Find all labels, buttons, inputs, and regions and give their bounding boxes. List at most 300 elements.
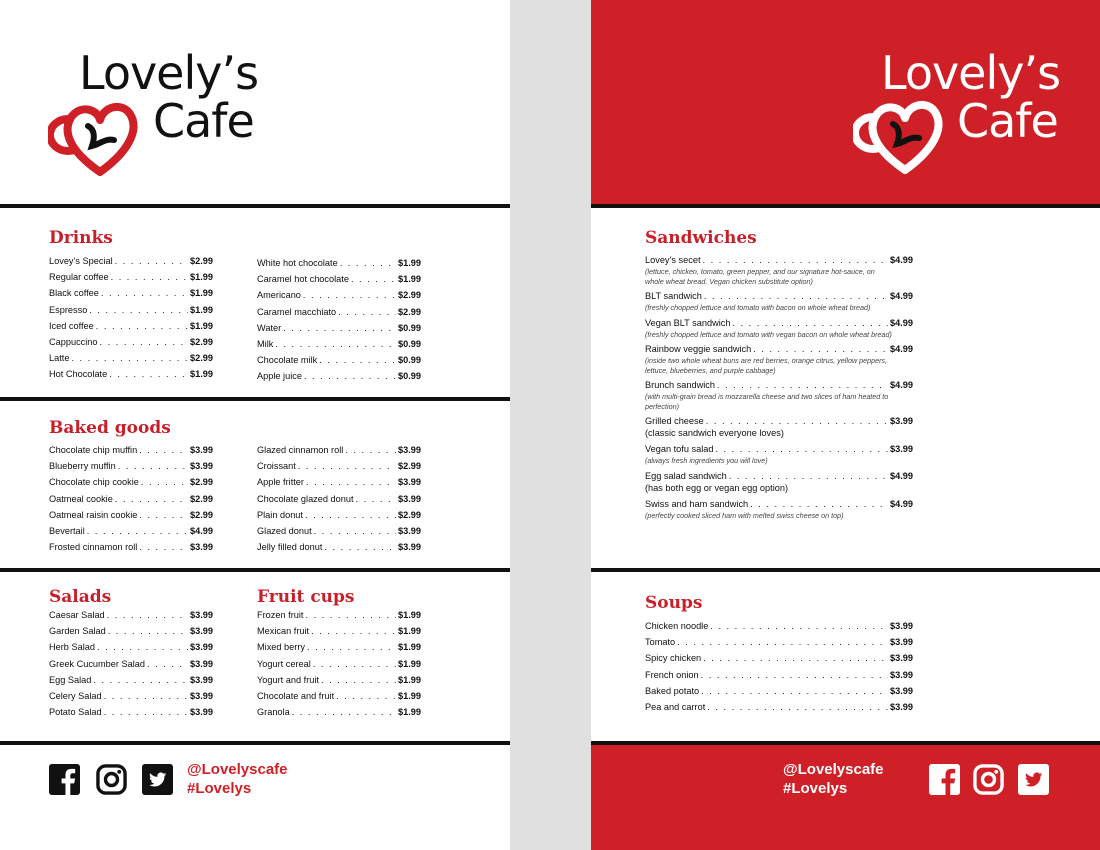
menu-item [257, 672, 421, 688]
salads-list [49, 607, 213, 720]
menu-item-name: Egg salad sandwich [645, 470, 727, 481]
menu-item [257, 623, 421, 639]
menu-item-name: Brunch sandwich [645, 380, 715, 390]
menu-item-row [645, 683, 913, 699]
menu-item-row [49, 607, 213, 623]
menu-item-name: Lovey’s Special [49, 256, 113, 266]
divider [591, 568, 1100, 572]
divider [0, 204, 510, 208]
dot-leader [292, 704, 396, 720]
menu-item-price: $2.99 [190, 493, 213, 504]
logo-band [591, 0, 1100, 205]
menu-item-name: Regular coffee [49, 272, 109, 283]
dot-leader [340, 255, 396, 271]
menu-item-row [49, 302, 213, 318]
menu-item-description: (perfectly cooked sliced ham with melted swiss cheese on top) [645, 510, 844, 520]
divider [0, 741, 510, 745]
menu-item-row [49, 639, 213, 655]
menu-item-price: $4.99 [890, 291, 913, 301]
soups-list [645, 618, 913, 715]
menu-item-row [49, 318, 213, 334]
menu-item-name: Apple juice [257, 371, 302, 382]
menu-item [49, 474, 213, 490]
menu-item [257, 271, 421, 287]
menu-item-row [49, 491, 213, 507]
brand-name-line1: Lovely’s [79, 46, 259, 100]
menu-item-price: $4.99 [890, 344, 913, 354]
dot-leader [303, 287, 396, 303]
dot-leader [313, 656, 396, 672]
menu-item [257, 368, 421, 384]
dot-leader [356, 491, 396, 507]
menu-item [257, 539, 421, 555]
brand-name-line2: Cafe [153, 94, 254, 148]
menu-item-name: Chocolate chip muffin [49, 445, 138, 455]
menu-item-name: Chicken noodle [645, 621, 709, 631]
menu-item-name: Oatmeal raisin cookie [49, 509, 138, 520]
menu-item-row [257, 368, 421, 384]
menu-item-row [645, 650, 913, 666]
menu-item-row [645, 470, 913, 483]
dot-leader [104, 704, 188, 720]
menu-item-row [257, 672, 421, 688]
menu-item-name: Plain donut [257, 509, 303, 520]
menu-item-price: $3.99 [190, 642, 213, 653]
menu-item-description: (has both egg or vegan egg option) [645, 482, 789, 493]
twitter-icon[interactable] [1018, 764, 1049, 795]
menu-item [645, 415, 913, 439]
menu-item-name: Chocolate chip cookie [49, 477, 139, 488]
menu-item-name: Mixed berry [257, 642, 305, 653]
menu-item-name: Chocolate glazed donut [257, 493, 354, 504]
dot-leader [710, 618, 888, 634]
instagram-icon[interactable] [973, 764, 1004, 795]
menu-item-row [49, 623, 213, 639]
menu-item [645, 254, 913, 286]
menu-item [49, 672, 213, 688]
dot-leader [732, 317, 888, 330]
menu-item-row [49, 688, 213, 704]
menu-item-row [645, 618, 913, 634]
menu-item-name: Espresso [49, 304, 88, 315]
menu-item [645, 699, 913, 715]
menu-item-price: $3.99 [398, 526, 421, 537]
twitter-icon[interactable] [142, 764, 173, 795]
dot-leader [139, 507, 188, 523]
menu-item [645, 470, 913, 494]
menu-item-description: (freshly chopped lettuce and tomato with vegan bacon on whole wheat bread) [645, 329, 892, 339]
menu-item [257, 304, 421, 320]
menu-item-name: Caesar Salad [49, 610, 105, 620]
menu-item [49, 302, 213, 318]
dot-leader [336, 688, 396, 704]
menu-item [49, 639, 213, 655]
dot-leader [305, 607, 396, 623]
menu-item-row [645, 699, 913, 715]
facebook-icon[interactable] [49, 764, 80, 795]
menu-item-row [257, 491, 421, 507]
divider [591, 204, 1100, 208]
menu-item-price: $3.99 [398, 477, 421, 488]
menu-item-price: $2.99 [190, 353, 213, 364]
social-handle [187, 760, 288, 798]
facebook-icon[interactable] [929, 764, 960, 795]
menu-item-name: Jelly filled donut [257, 542, 323, 553]
dot-leader [703, 650, 888, 666]
menu-item-row [257, 287, 421, 303]
menu-item-row [49, 704, 213, 720]
menu-item-price: $3.99 [890, 637, 913, 648]
menu-item-price: $1.99 [190, 288, 213, 299]
menu-item [257, 639, 421, 655]
dot-leader [87, 523, 188, 539]
dot-leader [108, 623, 188, 639]
menu-item-row [49, 350, 213, 366]
menu-item-price: $1.99 [398, 691, 421, 702]
menu-item-name: Cappuccino [49, 337, 98, 348]
menu-item [257, 352, 421, 368]
menu-item-name: Yogurt cereal [257, 658, 311, 669]
baked-column-1 [49, 442, 213, 555]
menu-item-price: $1.99 [398, 274, 421, 285]
dot-leader [109, 366, 188, 382]
dot-leader [96, 318, 188, 334]
menu-item-row [645, 415, 913, 428]
menu-item [49, 539, 213, 555]
menu-item [49, 318, 213, 334]
dot-leader [324, 539, 396, 555]
menu-item-price: $4.99 [190, 526, 213, 537]
dot-leader [101, 285, 188, 301]
menu-item [49, 458, 213, 474]
menu-item-price: $2.99 [190, 477, 213, 488]
dot-leader [100, 334, 188, 350]
brand-name-line2: Cafe [957, 94, 1058, 148]
menu-item-row [49, 334, 213, 350]
menu-item [257, 255, 421, 271]
menu-item-name: Caramel macchiato [257, 306, 337, 317]
menu-item-price: $4.99 [890, 380, 913, 390]
menu-item-price: $3.99 [190, 691, 213, 702]
menu-item-name: Swiss and ham sandwich [645, 498, 749, 509]
menu-item [257, 442, 421, 458]
menu-item-price: $1.99 [398, 610, 421, 620]
menu-item [257, 491, 421, 507]
social-handle [783, 760, 884, 798]
menu-item [49, 269, 213, 285]
menu-item-row [257, 607, 421, 623]
menu-item [49, 507, 213, 523]
menu-item [49, 491, 213, 507]
menu-item-row [645, 379, 913, 392]
menu-item-price: $1.99 [398, 658, 421, 669]
menu-item-name: Celery Salad [49, 691, 102, 702]
heart-cup-logo-icon [48, 100, 144, 178]
social-handle-text[interactable]: @Lovelyscafe [783, 761, 884, 778]
menu-item-price: $3.99 [890, 416, 913, 426]
menu-item [49, 253, 213, 269]
menu-item-row [257, 704, 421, 720]
menu-item-price: $3.99 [398, 445, 421, 455]
menu-item-row [645, 443, 913, 456]
menu-item [257, 287, 421, 303]
menu-item [49, 442, 213, 458]
fruit-cups-list [257, 607, 421, 720]
menu-item-price: $0.99 [398, 322, 421, 333]
menu-item-price: $3.99 [190, 461, 213, 472]
menu-item-description: (freshly chopped lettuce and tomato with bacon on whole wheat bread) [645, 303, 871, 312]
divider [0, 397, 510, 401]
menu-item [645, 290, 913, 313]
menu-item-row [645, 254, 913, 267]
menu-item [645, 379, 913, 411]
menu-item-name: Glazed donut [257, 526, 312, 537]
menu-item-price: $2.99 [398, 290, 421, 301]
menu-item-name: Grilled cheese [645, 416, 704, 426]
menu-item-price: $3.99 [890, 653, 913, 664]
menu-item-price: $1.99 [398, 674, 421, 685]
menu-item [49, 688, 213, 704]
menu-item-price: $3.99 [890, 444, 913, 454]
dot-leader [115, 491, 188, 507]
dot-leader [717, 379, 888, 392]
dot-leader [93, 672, 188, 688]
menu-item-name: Baked potato [645, 685, 700, 696]
menu-item [257, 704, 421, 720]
menu-item-name: Glazed cinnamon roll [257, 445, 344, 455]
dot-leader [104, 688, 188, 704]
dot-leader [306, 474, 396, 490]
menu-item [257, 458, 421, 474]
social-handle-text[interactable]: @Lovelyscafe [187, 761, 288, 778]
logo-band [0, 0, 510, 205]
menu-item-name: Lovey’s secet [645, 255, 701, 265]
menu-item-price: $3.99 [190, 674, 213, 685]
menu-item-price: $1.99 [190, 304, 213, 315]
dot-leader [351, 271, 396, 287]
dot-leader [275, 336, 396, 352]
menu-item-price: $4.99 [890, 498, 913, 509]
menu-item-name: Americano [257, 290, 301, 301]
dot-leader [141, 474, 188, 490]
menu-item [49, 607, 213, 623]
sandwiches-list [645, 254, 913, 524]
menu-item-name: Egg Salad [49, 674, 92, 685]
menu-item [645, 667, 913, 683]
dot-leader [319, 352, 396, 368]
menu-item-price: $3.99 [190, 707, 213, 718]
menu-item-name: Vegan BLT sandwich [645, 317, 731, 328]
menu-item-price: $3.99 [190, 658, 213, 669]
menu-item-row [49, 672, 213, 688]
menu-item-name: Milk [257, 339, 274, 350]
dot-leader [139, 539, 188, 555]
dot-leader [753, 343, 888, 356]
menu-item-description: (inside two whole wheat buns are red berries, orange citrus, yellow peppers, lettuce, blueberries, and purple cabbage) [645, 356, 888, 375]
baked-column-2 [257, 442, 421, 555]
menu-item [49, 523, 213, 539]
dot-leader [139, 442, 188, 458]
dot-leader [701, 667, 888, 683]
menu-item-name: Frozen fruit [257, 610, 304, 620]
menu-item-row [257, 623, 421, 639]
menu-item-price: $2.99 [190, 256, 213, 266]
menu-item-price: $2.99 [190, 509, 213, 520]
menu-item-name: Oatmeal cookie [49, 493, 113, 504]
menu-item-name: Caramel hot chocolate [257, 274, 349, 285]
social-hashtag-text[interactable]: #Lovelys [187, 780, 252, 797]
menu-item-price: $1.99 [190, 369, 213, 380]
menu-item-row [257, 352, 421, 368]
menu-item [257, 474, 421, 490]
menu-item-name: Potato Salad [49, 707, 102, 718]
menu-item-name: Chocolate milk [257, 355, 318, 366]
menu-item-name: Iced coffee [49, 320, 94, 331]
drinks-column-1 [49, 253, 213, 383]
menu-item-name: Yogurt and fruit [257, 674, 319, 685]
social-hashtag-text[interactable]: #Lovelys [783, 780, 848, 797]
dot-leader [321, 672, 396, 688]
menu-item-row [257, 523, 421, 539]
dot-leader [704, 290, 888, 303]
dot-leader [338, 304, 396, 320]
menu-item-price: $1.99 [398, 626, 421, 637]
dot-leader [147, 656, 188, 672]
dot-leader [111, 269, 188, 285]
menu-item-price: $4.99 [890, 317, 913, 328]
menu-item [645, 317, 913, 340]
menu-item [257, 607, 421, 623]
instagram-icon[interactable] [96, 764, 127, 795]
menu-item-price: $3.99 [890, 669, 913, 680]
menu-item-row [645, 498, 913, 511]
menu-item [645, 443, 913, 466]
menu-item-price: $1.99 [398, 642, 421, 653]
menu-item-price: $3.99 [890, 685, 913, 696]
menu-item-row [49, 285, 213, 301]
section-title-drinks: Drinks [49, 228, 113, 248]
dot-leader [107, 607, 188, 623]
menu-item-price: $1.99 [398, 707, 421, 718]
menu-item-price: $3.99 [398, 542, 421, 553]
menu-item-name: White hot chocolate [257, 258, 338, 268]
menu-item-row [257, 639, 421, 655]
menu-item-row [257, 539, 421, 555]
menu-item [645, 343, 913, 375]
dot-leader [115, 253, 188, 269]
menu-page-left [0, 0, 510, 850]
section-title-soups: Soups [645, 593, 703, 613]
menu-item-name: Tomato [645, 637, 676, 648]
dot-leader [707, 699, 888, 715]
menu-item-price: $3.99 [190, 610, 213, 620]
menu-item-price: $2.99 [398, 306, 421, 317]
menu-item-row [49, 656, 213, 672]
menu-item-row [257, 656, 421, 672]
menu-item-name: Rainbow veggie sandwich [645, 344, 752, 354]
heart-cup-logo-icon [853, 98, 949, 176]
menu-item-description: (classic sandwich everyone loves) [645, 428, 784, 438]
menu-item-price: $1.99 [190, 272, 213, 283]
dot-leader [283, 320, 396, 336]
menu-item-price: $2.99 [190, 337, 213, 348]
menu-item [645, 634, 913, 650]
menu-item-row [49, 458, 213, 474]
menu-item-row [257, 442, 421, 458]
menu-item-price: $2.99 [398, 509, 421, 520]
menu-item [645, 498, 913, 521]
menu-item-name: Greek Cucumber Salad [49, 658, 146, 669]
menu-item [257, 523, 421, 539]
menu-item [49, 656, 213, 672]
dot-leader [97, 639, 188, 655]
menu-item-price: $3.99 [398, 493, 421, 504]
menu-item-price: $3.99 [190, 445, 213, 455]
menu-item-row [257, 320, 421, 336]
dot-leader [304, 368, 396, 384]
menu-item-price: $1.99 [190, 320, 213, 331]
menu-item-description: (lettuce, chicken, tomato, green pepper, and our signature hot-sauce, on whole wheat bread. Vegan chicken substitute option) [645, 267, 875, 286]
menu-item-price: $4.99 [890, 470, 913, 481]
menu-item-name: Spicy chicken [645, 653, 702, 664]
menu-item [49, 334, 213, 350]
dot-leader [298, 458, 396, 474]
dot-leader [715, 443, 888, 456]
drinks-column-2 [257, 255, 421, 385]
menu-item-row [257, 507, 421, 523]
menu-item-name: Bevertail [49, 526, 85, 537]
divider [591, 741, 1100, 745]
section-title-salads: Salads [49, 587, 112, 607]
menu-item-description: (always fresh ingredients you will love) [645, 456, 768, 465]
dot-leader [706, 415, 888, 428]
dot-leader [314, 523, 396, 539]
menu-item [49, 704, 213, 720]
menu-item-row [49, 507, 213, 523]
menu-item-row [257, 688, 421, 704]
menu-page-right [591, 0, 1100, 850]
menu-item-row [257, 458, 421, 474]
menu-item-row [257, 336, 421, 352]
menu-item-price: $2.99 [398, 461, 421, 472]
menu-item [257, 688, 421, 704]
menu-item-row [645, 634, 913, 650]
dot-leader [305, 507, 396, 523]
menu-item-row [49, 442, 213, 458]
menu-item-name: French onion [645, 669, 699, 680]
menu-item-name: Water [257, 322, 282, 333]
menu-item-row [49, 269, 213, 285]
menu-item-row [49, 253, 213, 269]
menu-item-row [49, 366, 213, 382]
menu-item-row [645, 290, 913, 303]
menu-item-name: Frosted cinnamon roll [49, 542, 138, 553]
menu-item-name: BLT sandwich [645, 291, 702, 301]
dot-leader [729, 470, 888, 483]
menu-item-price: $0.99 [398, 339, 421, 350]
dot-leader [89, 302, 188, 318]
menu-item [257, 656, 421, 672]
menu-item-row [49, 539, 213, 555]
dot-leader [345, 442, 396, 458]
dot-leader [701, 683, 888, 699]
menu-item-name: Hot Chocolate [49, 369, 108, 380]
section-title-baked-goods: Baked goods [49, 418, 171, 438]
menu-item-row [257, 255, 421, 271]
menu-item-price: $4.99 [890, 255, 913, 265]
menu-item-name: Pea and carrot [645, 702, 706, 713]
menu-item-price: $1.99 [398, 258, 421, 268]
